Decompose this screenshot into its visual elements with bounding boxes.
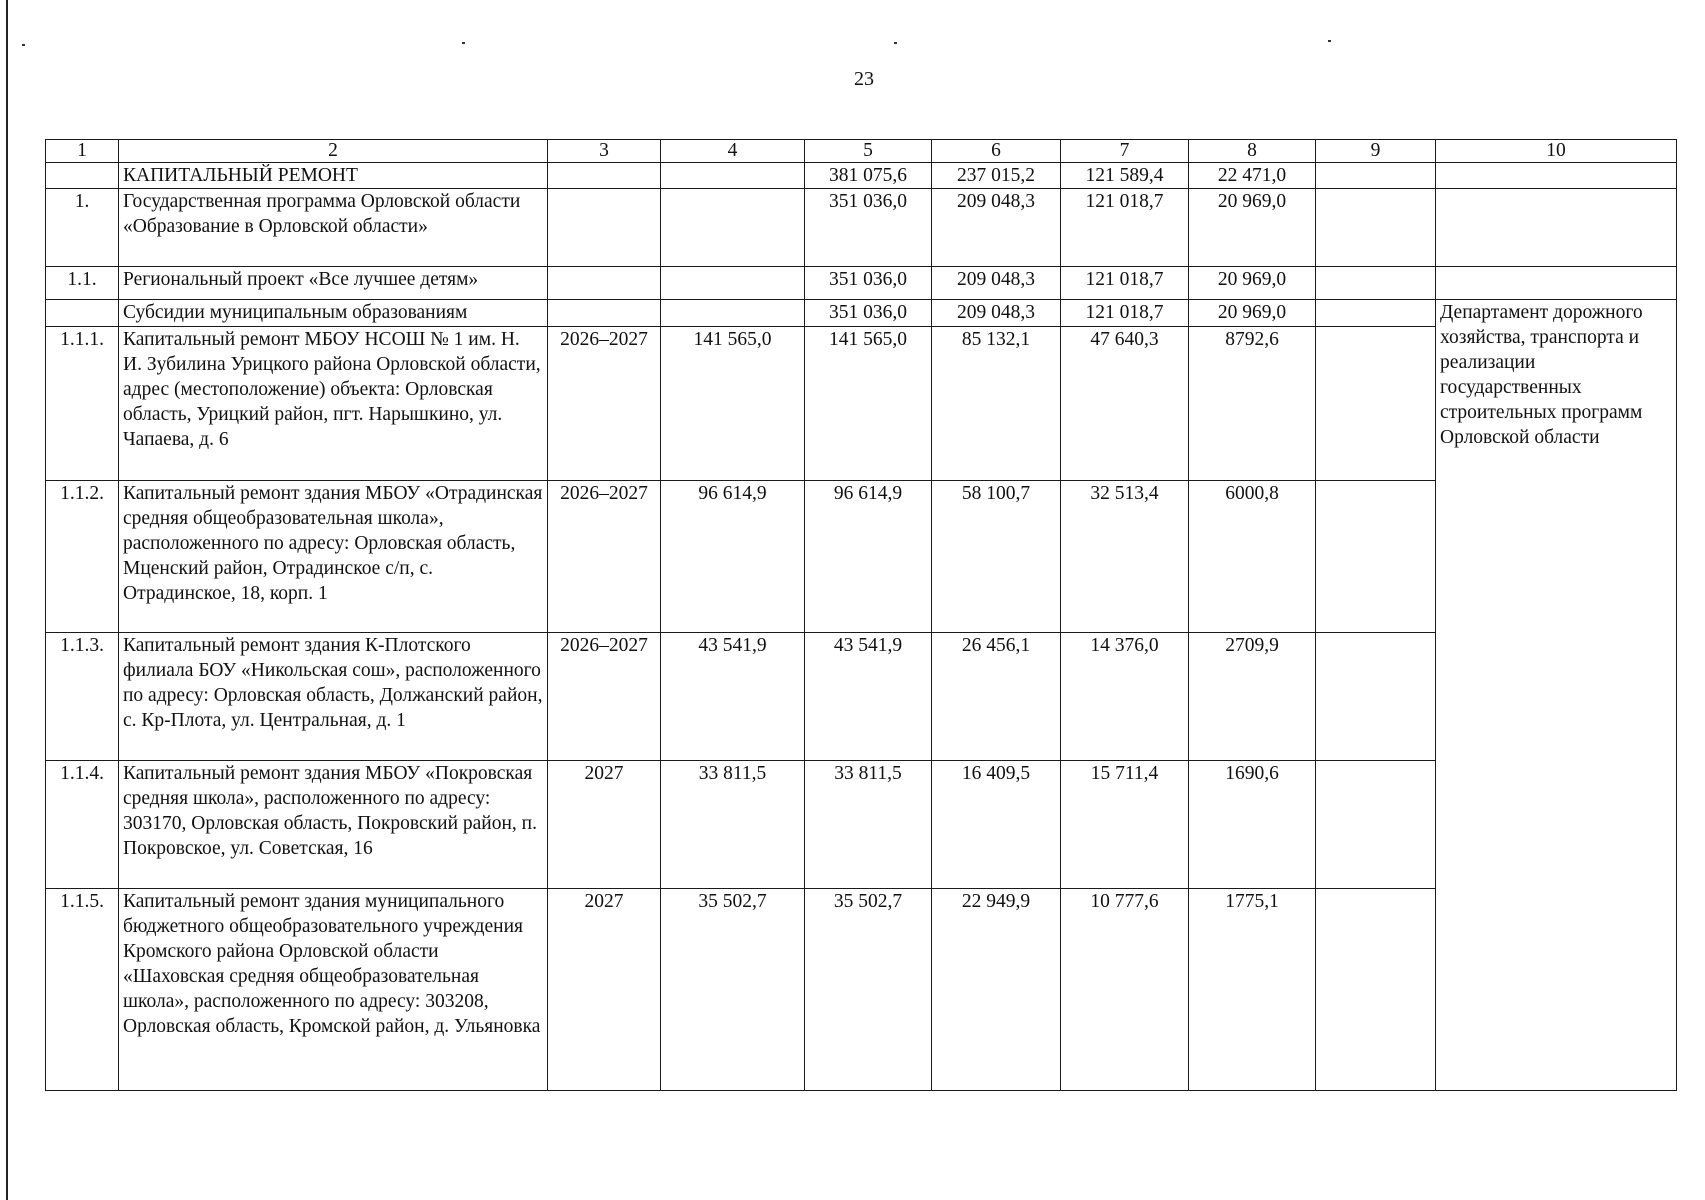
row-col9 [1316, 481, 1436, 633]
table-row [46, 327, 1677, 481]
row-federal: 22 949,9 [932, 889, 1061, 1091]
row-municipal: 1690,6 [1189, 761, 1316, 889]
row-regional: 14 376,0 [1061, 633, 1189, 761]
table-row [46, 633, 1677, 761]
row-col9 [1316, 761, 1436, 889]
row-regional: 15 711,4 [1061, 761, 1189, 889]
col-header-5: 5 [805, 140, 932, 163]
row-col9 [1316, 300, 1436, 327]
row-number: 1. [46, 189, 119, 267]
row-name: Капитальный ремонт здания муниципального бюджетного общеобразовательного учреждения Кромского района Орловской области «Шаховская средняя общеобразовательная школа», расположенного по адресу: 303208, Орловская область, Кромской район, д. Ульяновка [119, 889, 548, 1091]
row-municipal: 2709,9 [1189, 633, 1316, 761]
table-row [46, 761, 1677, 889]
row-cost: 33 811,5 [661, 761, 805, 889]
table-row [46, 267, 1677, 300]
row-number [46, 300, 119, 327]
row-number: 1.1.2. [46, 481, 119, 633]
row-number: 1.1.1. [46, 327, 119, 481]
row-years [548, 267, 661, 300]
row-total: 351 036,0 [805, 267, 932, 300]
col-header-10: 10 [1436, 140, 1677, 163]
row-name: Капитальный ремонт здания К-Плотского филиала БОУ «Никольская сош», расположенного по адресу: Орловская область, Должанский район, с. Кр-Плота, ул. Центральная, д. 1 [119, 633, 548, 761]
scan-speck [462, 42, 465, 44]
row-total: 35 502,7 [805, 889, 932, 1091]
row-total: 381 075,6 [805, 163, 932, 189]
row-name: Субсидии муниципальным образованиям [119, 300, 548, 327]
row-total: 96 614,9 [805, 481, 932, 633]
row-cost: 43 541,9 [661, 633, 805, 761]
row-federal: 26 456,1 [932, 633, 1061, 761]
row-col9 [1316, 327, 1436, 481]
row-number [46, 163, 119, 189]
row-cost: 35 502,7 [661, 889, 805, 1091]
row-name: Государственная программа Орловской области «Образование в Орловской области» [119, 189, 548, 267]
row-col10-empty [1436, 267, 1677, 300]
row-col9 [1316, 267, 1436, 300]
row-years: 2027 [548, 889, 661, 1091]
row-regional: 121 018,7 [1061, 189, 1189, 267]
row-years [548, 300, 661, 327]
row-regional: 121 589,4 [1061, 163, 1189, 189]
row-cost: 141 565,0 [661, 327, 805, 481]
col-header-1: 1 [46, 140, 119, 163]
scan-edge [6, 0, 8, 1200]
row-name: Капитальный ремонт здания МБОУ «Покровская средняя школа», расположенного по адресу: 303170, Орловская область, Покровский район, п. Покровское, ул. Советская, 16 [119, 761, 548, 889]
row-years: 2027 [548, 761, 661, 889]
row-federal: 209 048,3 [932, 189, 1061, 267]
table-row [46, 189, 1677, 267]
row-federal: 58 100,7 [932, 481, 1061, 633]
row-municipal: 20 969,0 [1189, 267, 1316, 300]
row-regional: 121 018,7 [1061, 300, 1189, 327]
row-federal: 209 048,3 [932, 300, 1061, 327]
row-total: 141 565,0 [805, 327, 932, 481]
row-name: Капитальный ремонт МБОУ НСОШ № 1 им. Н. И. Зубилина Урицкого района Орловской области, адрес (местоположение) объекта: Орловская область, Урицкий район, пгт. Нарышкино, ул. Чапаева, д. 6 [119, 327, 548, 481]
row-col9 [1316, 163, 1436, 189]
row-municipal: 8792,6 [1189, 327, 1316, 481]
row-years [548, 189, 661, 267]
table-row [46, 889, 1677, 1091]
row-name: Региональный проект «Все лучшее детям» [119, 267, 548, 300]
row-regional: 47 640,3 [1061, 327, 1189, 481]
col-header-2: 2 [119, 140, 548, 163]
row-municipal: 1775,1 [1189, 889, 1316, 1091]
row-municipal: 20 969,0 [1189, 300, 1316, 327]
row-federal: 209 048,3 [932, 267, 1061, 300]
scan-speck [22, 44, 25, 46]
row-number: 1.1.3. [46, 633, 119, 761]
row-name: КАПИТАЛЬНЫЙ РЕМОНТ [119, 163, 548, 189]
budget-table [45, 139, 1677, 1091]
row-cost [661, 163, 805, 189]
col-header-7: 7 [1061, 140, 1189, 163]
row-col9 [1316, 189, 1436, 267]
row-regional: 10 777,6 [1061, 889, 1189, 1091]
row-municipal: 20 969,0 [1189, 189, 1316, 267]
col-header-4: 4 [661, 140, 805, 163]
row-number: 1.1.5. [46, 889, 119, 1091]
scan-speck [1328, 40, 1331, 42]
row-total: 351 036,0 [805, 300, 932, 327]
col-header-3: 3 [548, 140, 661, 163]
row-total: 43 541,9 [805, 633, 932, 761]
table-row [46, 163, 1677, 189]
row-regional: 32 513,4 [1061, 481, 1189, 633]
row-municipal: 22 471,0 [1189, 163, 1316, 189]
scan-speck [894, 42, 897, 44]
row-regional: 121 018,7 [1061, 267, 1189, 300]
col-header-8: 8 [1189, 140, 1316, 163]
row-federal: 16 409,5 [932, 761, 1061, 889]
row-total: 33 811,5 [805, 761, 932, 889]
row-col10-empty [1436, 189, 1677, 267]
row-number: 1.1. [46, 267, 119, 300]
row-cost [661, 189, 805, 267]
row-years: 2026–2027 [548, 481, 661, 633]
row-total: 351 036,0 [805, 189, 932, 267]
row-col9 [1316, 633, 1436, 761]
row-name: Капитальный ремонт здания МБОУ «Отрадинская средняя общеобразовательная школа», расположенного по адресу: Орловская область, Мценский район, Отрадинское с/п, с. Отрадинское, 18, корп. 1 [119, 481, 548, 633]
col-header-6: 6 [932, 140, 1061, 163]
table-row [46, 481, 1677, 633]
table-row [46, 300, 1677, 327]
col-header-9: 9 [1316, 140, 1436, 163]
header-row [46, 140, 1677, 163]
responsible-department: Департамент дорожного хозяйства, транспорта и реализации государственных строительных программ Орловской области [1436, 300, 1677, 1091]
row-years [548, 163, 661, 189]
row-years: 2026–2027 [548, 633, 661, 761]
row-federal: 237 015,2 [932, 163, 1061, 189]
row-cost [661, 300, 805, 327]
row-cost: 96 614,9 [661, 481, 805, 633]
row-federal: 85 132,1 [932, 327, 1061, 481]
row-number: 1.1.4. [46, 761, 119, 889]
page-number: 23 [854, 68, 874, 90]
row-col9 [1316, 889, 1436, 1091]
row-municipal: 6000,8 [1189, 481, 1316, 633]
row-cost [661, 267, 805, 300]
row-col10-empty [1436, 163, 1677, 189]
row-years: 2026–2027 [548, 327, 661, 481]
